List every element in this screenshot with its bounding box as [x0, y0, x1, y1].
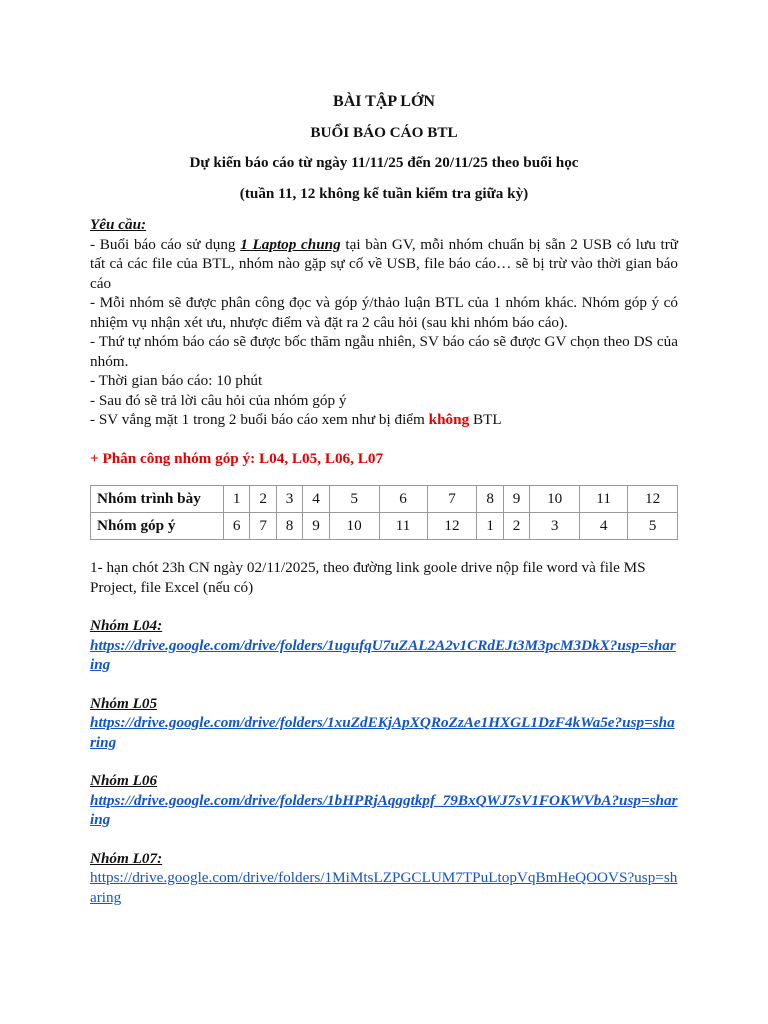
reviewer-cell: 8	[276, 513, 302, 540]
group-links	[90, 616, 678, 907]
row-label: Nhóm góp ý	[91, 513, 224, 540]
deadline-note: 1- hạn chót 23h CN ngày 02/11/2025, theo đường link goole drive nộp file word và file MS Project, file Excel (nếu có)	[90, 559, 646, 596]
schedule-line: Dự kiến báo cáo từ ngày 11/11/25 đến 20/11/25 theo buổi học	[189, 154, 579, 171]
presenter-cell: 10	[530, 486, 580, 513]
group-name: Nhóm L04:	[90, 617, 163, 634]
group-name: Nhóm L05	[90, 694, 158, 712]
requirements-heading: Yêu cầu:	[90, 216, 147, 233]
requirement-item: - Sau đó sẽ trả lời câu hỏi của nhóm góp ý	[90, 391, 347, 409]
presenter-cell: 5	[329, 486, 379, 513]
reviewer-cell: 9	[303, 513, 329, 540]
presenter-cell: 1	[224, 486, 250, 513]
presenter-cell: 2	[250, 486, 276, 513]
reviewer-cell: 12	[427, 513, 477, 540]
requirement-item: - Thời gian báo cáo: 10 phút	[90, 372, 263, 389]
doc-title: BÀI TẬP LỚN	[333, 93, 435, 110]
requirement-item: - Thứ tự nhóm báo cáo sẽ được bốc thăm ngẫu nhiên, SV báo cáo sẽ được GV chọn theo DS của nhóm.	[90, 333, 678, 370]
reviewer-cell: 5	[628, 513, 678, 540]
group-block	[90, 849, 678, 908]
requirements-section	[90, 215, 678, 430]
reviewer-cell: 6	[224, 513, 250, 540]
reviewer-cell: 4	[580, 513, 628, 540]
group-block	[90, 771, 678, 830]
table-row	[91, 486, 678, 513]
group-block	[90, 694, 678, 753]
presenter-cell: 3	[276, 486, 302, 513]
schedule-note: (tuần 11, 12 không kể tuần kiểm tra giữa kỳ)	[239, 184, 529, 202]
presenter-cell: 4	[303, 486, 329, 513]
reviewer-cell: 11	[379, 513, 427, 540]
row-label: Nhóm trình bày	[91, 486, 224, 513]
reviewer-cell: 10	[329, 513, 379, 540]
requirement-item: - Mỗi nhóm sẽ được phân công đọc và góp ý/thảo luận BTL của 1 nhóm khác. Nhóm góp ý có nhiệm vụ nhận xét ưu, nhược điểm và đặt ra 2 câu hỏi (sau khi nhóm báo cáo).	[90, 294, 678, 331]
laptop-emphasis: 1 Laptop chung	[240, 235, 341, 253]
group-block	[90, 616, 678, 675]
reviewer-cell: 3	[530, 513, 580, 540]
drive-link[interactable]: https://drive.google.com/drive/folders/1ugufqU7uZAL2A2v1CRdEJt3M3pcM3DkX?usp=sharing	[90, 636, 676, 673]
group-name: Nhóm L07:	[90, 849, 163, 867]
presenter-cell: 12	[628, 486, 678, 513]
group-name: Nhóm L06	[90, 772, 158, 789]
document-page	[90, 92, 678, 907]
assignment-table	[90, 485, 678, 540]
drive-link[interactable]: https://drive.google.com/drive/folders/1MiMtsLZPGCLUM7TPuLtopVqBmHeQOOVS?usp=sharing	[90, 869, 678, 906]
drive-link[interactable]: https://drive.google.com/drive/folders/1xuZdEKjApXQRoZzAe1HXGL1DzF4kWa5e?usp=sharing	[90, 714, 675, 751]
requirement-item: - SV vắng mặt 1 trong 2 buổi báo cáo xem như bị điểm không BTL	[90, 411, 502, 428]
presenter-cell: 9	[503, 486, 529, 513]
table-row	[91, 513, 678, 540]
drive-link[interactable]: https://drive.google.com/drive/folders/1bHPRjAqggtkpf_79BxQWJ7sV1FOKWVbA?usp=sharing	[90, 791, 678, 828]
presenter-cell: 7	[427, 486, 477, 513]
doc-subtitle: BUỔI BÁO CÁO BTL	[310, 123, 458, 141]
reviewer-cell: 2	[503, 513, 529, 540]
assignment-line: + Phân công nhóm góp ý: L04, L05, L06, L07	[90, 449, 384, 467]
reviewer-cell: 7	[250, 513, 276, 540]
reviewer-cell: 1	[477, 513, 503, 540]
requirement-item: - Buổi báo cáo sử dụng 1 Laptop chung tại bàn GV, mỗi nhóm chuẩn bị sẵn 2 USB có lưu trữ tất cả các file của BTL, nhóm nào gặp sự cố về USB, file báo cáo… sẽ bị trừ vào thời gian báo cáo	[90, 235, 678, 292]
presenter-cell: 11	[580, 486, 628, 513]
presenter-cell: 6	[379, 486, 427, 513]
khong-emphasis: không	[428, 411, 470, 428]
presenter-cell: 8	[477, 486, 503, 513]
